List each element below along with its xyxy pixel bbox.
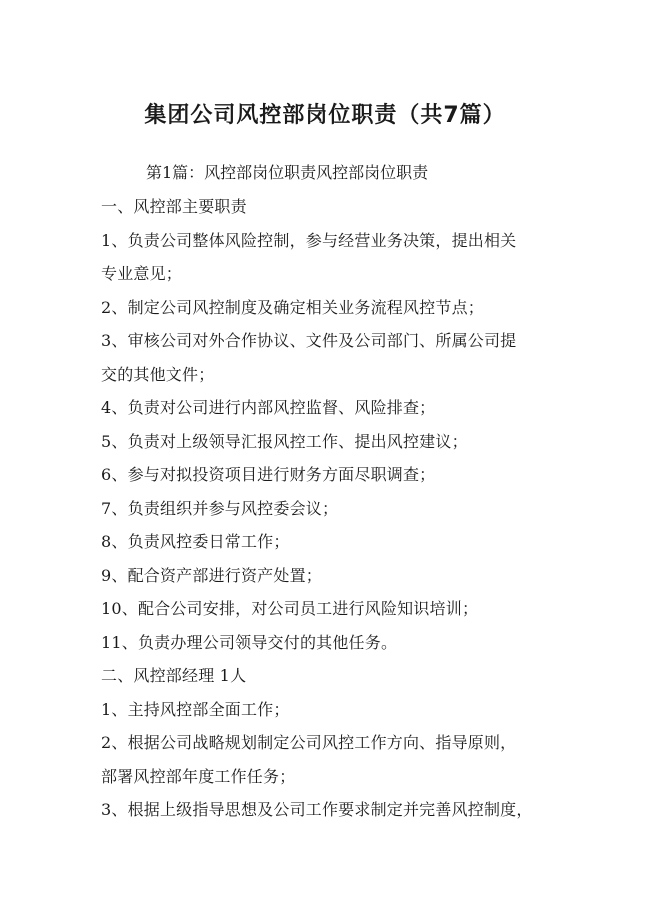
body-line: 2、制定公司风控制度及确定相关业务流程风控节点； [101,297,484,317]
body-line: 7、负责组织并参与风控委会议； [101,498,339,518]
body-line: 3、审核公司对外合作协议、文件及公司部门、所属公司提 [101,331,517,350]
body-line: 一、风控部主要职责 [101,197,247,216]
document-body [101,194,571,831]
body-line: 二、风控部经理 1人 [101,666,247,685]
body-line: 1、主持风控部全面工作； [101,699,290,719]
body-line: 2、根据公司战略规划制定公司风控工作方向、指导原则， [101,733,517,752]
body-line: 8、负责风控委日常工作； [101,532,290,551]
body-line: 3、根据上级指导思想及公司工作要求制定并完善风控制度， [101,800,533,819]
body-line: 1、负责公司整体风险控制，参与经营业务决策，提出相关 [101,230,517,250]
body-line: 9、配合资产部进行资产处置； [101,565,322,585]
body-line: 10、配合公司安排，对公司员工进行风险知识培训； [101,599,479,618]
body-line: 交的其他文件； [101,364,215,384]
body-line: 6、参与对拟投资项目进行财务方面尽职调查； [101,465,436,484]
body-line: 专业意见； [101,264,183,283]
body-line: 11、负责办理公司领导交付的其他任务。 [101,632,398,652]
document-subtitle: 第1篇：风控部岗位职责风控部岗位职责 [146,163,429,182]
document-title: 集团公司风控部岗位职责（共7篇） [144,103,506,128]
body-line: 4、负责对公司进行内部风控监督、风险排查； [101,398,436,417]
body-line: 5、负责对上级领导汇报风控工作、提出风控建议； [101,431,468,451]
body-line: 部署风控部年度工作任务； [101,766,296,786]
